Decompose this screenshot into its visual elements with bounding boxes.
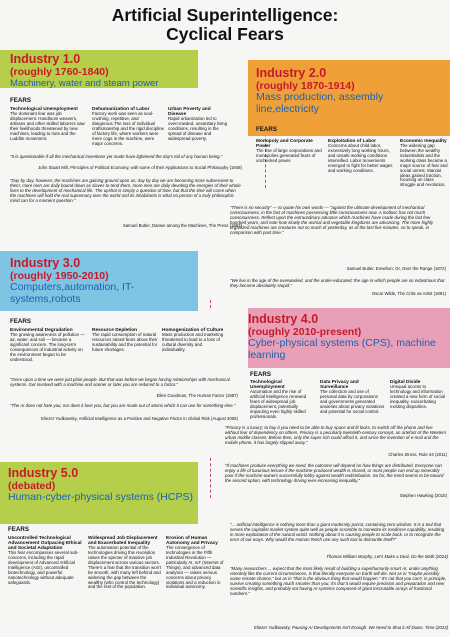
- industry-2-years: (roughly 1870-1914): [256, 80, 355, 92]
- industry-5-subtitle: Human-cyber-physical systems (HCPS): [8, 491, 193, 503]
- industry-4-subtitle: Cyber-physical systems (CPS), machine learning: [248, 337, 436, 361]
- industry-5-fear-1: Uncontrolled Technological Advancement Outpacing Ethical and Societal Adaptation This fear encompasses several sub-concerns, including the rapid development of Advanced Artificial Intelligence (AGI), uncontrolled biotechnology, and powerful nanotechnology without adequate safeguards.: [8, 536, 82, 585]
- industry-2-fear-1: Monopoly and Corporate Power The rise of large corporations and monopolies generated fears of unchecked power.: [256, 139, 322, 163]
- industry-4-quote-1: "Privacy is a luxury; to buy it you need to be able to buy space and lit locks, to switch off the phone and live without fear of dependency on others. Privacy is a peculiarly twentieth-century concept, an artefact of the Western urban middle classes: Before then, only the super rich could afford it, and since the invention of e-mail and the mobile phone, it has largely slipped away.": [225, 425, 447, 445]
- industry-5-quote-1-source: Thomas William Murphy, Let's Make a Deal, Do the Math (2024): [326, 554, 448, 559]
- industry-5-fear-3: Erosion of Human Autonomy and Privacy The convergence of technologies in the Fifth Industrial Revolution — particularly AI, IoT (Internet of Things), and advanced data analytics — raises serious concerns about privacy violations and a reduction in individual autonomy.: [166, 536, 224, 590]
- industry-2-quote-1-source: Samuel Butler, Erewhon: Or, Over the Range (1872): [346, 266, 446, 271]
- industry-4-quote-2: "If machines produce everything we need, the outcome will depend on how things are distributed. Everyone can enjoy a life of luxurious leisure if the machine-produced wealth is shared, or most people can end up miserably poor if the machine-owners successfully lobby against wealth redistribution. So far, the trend seems to be toward the second option, with technology driving ever-increasing inequality.": [225, 463, 444, 483]
- industry-3-quote-1: "Once upon a time we were just plain people. But that was before we began having relationships with mechanical systems. Get involved with a machine and sooner or later you are reduced to a factor.": [10, 377, 230, 387]
- industry-2-quote-2: "We live in the age of the overworked, and the under-educated; the age in which people are so industrious that they become absolutely stupid.": [230, 278, 445, 288]
- industry-3-title: [10, 256, 196, 305]
- industry-3-subtitle: Computers,automation, IT-systems,robots: [10, 281, 135, 305]
- title-line-1: Artificial Superintelligence:: [111, 5, 339, 25]
- industry-1-years: (roughly 1760-1840): [10, 66, 109, 78]
- industry-4-quote-2-source: Stephen Hawking (2015): [399, 493, 447, 498]
- industry-1-quote-1: "It is questionable if all the mechanical inventions yet made have lightened the day's toil of any human being.": [10, 154, 223, 159]
- industry-3-fear-3: Homogenization of Culture Mass production and marketing threatened to lead to a loss of cultural diversity and individuality.: [162, 328, 224, 352]
- industry-3-quote-1-source: Ellen Goodman, The Human Factor (1987): [156, 393, 238, 398]
- industry-1-heading: Industry 1.0: [10, 52, 81, 66]
- industry-5-title: [8, 466, 194, 504]
- industry-3-fear-1: Environmental Degradation The growing awareness of pollution — air, water, and soil — became a significant concern. The long-term consequences of industrial activity on the environment began to be understood.: [10, 328, 85, 362]
- industry-2-fears-label: FEARS: [256, 126, 277, 133]
- title-line-2: Cyclical Fears: [166, 24, 284, 44]
- industry-5-heading: Industry 5.0: [8, 466, 79, 480]
- industry-1-quote-1-source: John Stuart Mill, Principles of Political Economy, with some of their Applications to Social Philosophy (1848): [38, 165, 242, 170]
- industry-1-quote-2-source: Samuel Butler, Darwin among the Machines, The Press (1863): [122, 223, 242, 228]
- industry-3-quote-2: "The AI does not hate you, nor does it love you, but you are made out of atoms which it can use for something else.": [10, 403, 236, 408]
- page-title: [0, 6, 450, 44]
- industry-1-quote-2: "Day by day, however, the machines are gaining ground upon us; day by day we are becoming more subservient to them; more men are daily bound down as slaves to tend them, more men are daily devoting the energies of their whole lives to the development of mechanical life. The upshot is simply a question of time, but that the time will come when the machines will hold the real supremacy over the world and its inhabitants is what no person of a truly philosophic mind can for a moment question.": [10, 178, 241, 203]
- timeline-connector: [210, 300, 211, 308]
- industry-2-heading: Industry 2.0: [256, 66, 327, 80]
- industry-3-fears-label: FEARS: [10, 318, 31, 325]
- industry-4-quote-1-source: Charles Stross, Rule 34 (2011): [388, 452, 447, 457]
- industry-2-quote-2-source: Oscar Wilde, The Critic as Artist (1891): [371, 291, 446, 296]
- industry-5-fear-2: Widespread Job Displacement and Exacerbated Inequality The automation potential of the technologies driving this revolution raises the specter of massive job displacement across various sectors. There's a fear that the transition won't be smooth, with many left behind and widening the gap between the wealthy (who control the technology) and the rest of the population.: [88, 536, 162, 590]
- industry-5-quote-2: "Many researchers ... expect that the most likely result of building a superhumanly smart AI, under anything remotely like the current circumstances, is that literally everyone on Earth will die. Not as in "maybe possibly some remote chance," but as in "that is the obvious thing that would happen." It's not that you can't, in principle, survive creating something much smarter than you; it's that it would require precision and preparation and new scientific insights, and probably not having AI systems composed of giant inscrutable arrays of fractional numbers.": [230, 566, 447, 596]
- industry-1-fear-2: Dehumanization of Labor Factory work was seen as soul-crushing, repetitive, and dangerous.The loss of individual craftsmanship and the rigid discipline of factory life, where workers were mere cogs in the machine, were major concerns.: [92, 107, 164, 146]
- industry-4-fear-2: Data Privacy and Surveillance The collection and use of personal data by corporations and governments generated anxieties about privacy violations and potential for social control.: [320, 380, 385, 414]
- industry-4-fears-label: FEARS: [250, 371, 271, 378]
- industry-4-years: (roughly 2010-present): [248, 326, 362, 338]
- industry-2-quote-1: "There is no security" — to quote his own words — "against the ultimate development of mechanical consciousness, in the fact of machines possessing little consciousness now. A mollusc has not much consciousness. Reflect upon the extraordinary advance which machines have made during the last few hundred years, and note how slowly the animal and vegetable kingdoms are advancing. The more highly organized machines are creatures not so much of yesterday, as of the last five minutes, so to speak, in comparison with past time.": [230, 205, 434, 235]
- industry-1-subtitle: Machinery, water and steam power: [10, 78, 159, 89]
- industry-1-fear-3: Urban Poverty and Disease Rapid urbanization led to overcrowded, unsanitary living conditions, resulting in the spread of disease and widespread poverty.: [168, 107, 228, 141]
- industry-3-quote-2-source: Eliezer Yudkowsky, Artificial Intelligence as a Positive and Negative Factor in Global Risk (August 2006): [41, 416, 238, 421]
- timeline-connector: [210, 458, 211, 498]
- industry-3-heading: Industry 3.0: [10, 256, 81, 270]
- industry-4-heading: Industry 4.0: [248, 312, 319, 326]
- industry-4-fear-3: Digital Divide Unequal access to technology and information created a new form of social inequality, exacerbating existing disparities.: [390, 380, 445, 409]
- industry-1-title: [10, 52, 200, 89]
- industry-5-years: (debated): [8, 480, 56, 492]
- industry-2-subtitle: Mass production, assembly line,electricity: [256, 91, 384, 115]
- industry-3-years: (roughly 1950-2010): [10, 270, 109, 282]
- industry-5-quote-1: "... artificial intelligence is nothing more than a giant modernity parrot, containing zero wisdom. It is a tool that serves the capitalist market system quite well as people scramble to monetize its mediocre capability, resulting in more exploitation of the natural world. Nothing about it is causing people to scale back, or to recognize the error of our ways. Why would the Human Reich use any such tool to dismantle itself?": [230, 522, 445, 542]
- industry-1-fears-label: FEARS: [10, 97, 31, 104]
- industry-5-fears-label: FEARS: [8, 526, 29, 533]
- industry-3-fear-2: Resource Depletion The rapid consumption of natural resources raised fears about their sustainability and the potential for future shortages.: [92, 328, 158, 352]
- industry-4-fear-1: Technological Unemployment Automation and the rise of artificial intelligence renewed fears of widespread job displacement, potentially impacting even highly skilled professionals.: [250, 380, 307, 419]
- industry-5-quote-2-source: Eliezer Yudkowsky, Pausing AI Developments Isn't Enough. We Need to Shut it All Down, Time (2023): [254, 625, 448, 630]
- industry-2-fear-3: Economic Inequality The widening gap between the wealthy industrialists and the working class became a major source of fear and social unrest. Marxist ideas gained traction, focusing on class struggle and revolution.: [400, 139, 448, 188]
- industry-1-fear-1: Technological Unemployment The dominant fear was job displacement. Handloom weavers, artisans and other skilled laborers saw their livelihoods threatened by new machines, leading to riots and the Luddite movement.: [10, 107, 85, 141]
- industry-4-title: [248, 312, 448, 361]
- industry-2-fear-2: Exploitation of Labor Concerns about child labor, excessively long working hours, and unsafe working conditions intensified. Labor movements emerged to fight for better wages and working conditions.: [328, 139, 393, 173]
- industry-2-title: [256, 66, 446, 115]
